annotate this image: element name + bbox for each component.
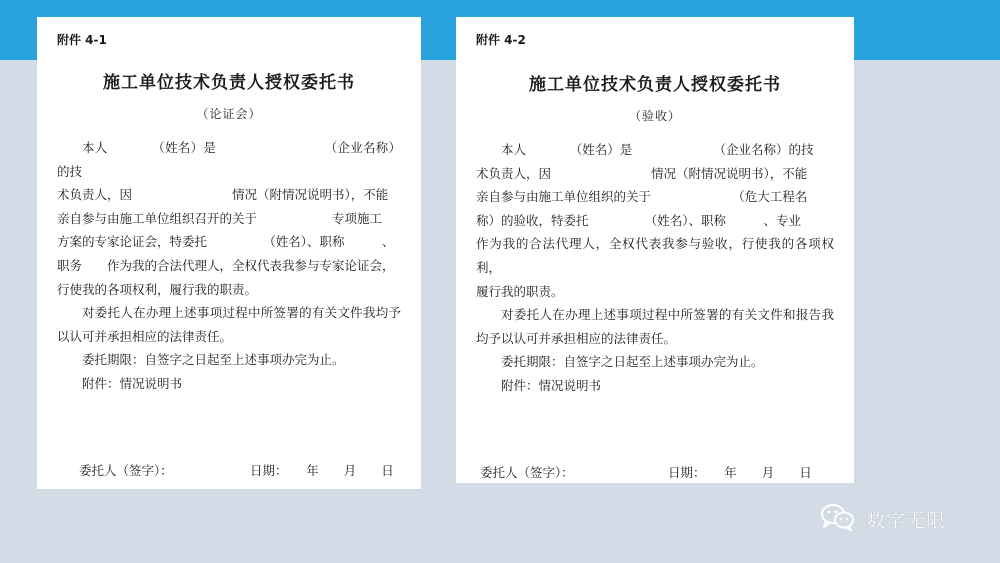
period-paragraph: 委托期限：自签字之日起至上述事项办完为止。 [501,354,764,370]
body-line: 履行我的职责。 [476,283,564,299]
document-body [476,138,834,398]
document-title: 施工单位技术负责人授权委托书 [103,73,355,93]
signature-label: 委托人（签字）： [79,463,173,478]
body-line: 术负责人，因 情况（附情况说明书），不能 [476,165,808,181]
document-subtitle: （论证会） [196,107,262,121]
date-label: 日期： 年 月 日 [668,465,812,480]
signature-label: 委托人（签字）： [480,465,574,480]
attachment-number: 附件 4-2 [476,33,526,47]
watermark [820,503,946,535]
body-line: 方案的专家论证会，特委托 （姓名）、职称 、 [57,234,395,250]
document-title: 施工单位技术负责人授权委托书 [529,75,781,95]
liability-paragraph: 对委托人在办理上述事项过程中所签署的有关文件我均予以认可并承担相应的法律责任。 [57,305,401,344]
body-line: 作为我的合法代理人，全权代表我参与验收，行使我的各项权利， [476,236,834,275]
document-subtitle: （验收） [628,109,681,123]
attachment-number: 附件 4-1 [57,33,107,47]
document-body [57,136,401,396]
document-4-2 [456,17,854,483]
body-line: 行使我的各项权利，履行我的职责。 [57,281,258,297]
liability-paragraph: 对委托人在办理上述事项过程中所签署的有关文件和报告我均予以认可并承担相应的法律责任。 [476,307,834,346]
body-line: 本人 （姓名）是 （企业名称）的技 [501,142,814,157]
date-label: 日期： 年 月 日 [250,463,394,478]
body-line: 术负责人，因 情况（附情况说明书），不能 [57,187,389,203]
period-paragraph: 委托期限：自签字之日起至上述事项办完为止。 [82,352,345,368]
body-line: 本人 （姓名）是 （企业名称）的技 [57,140,401,179]
attachment-line: 附件：情况说明书 [82,375,183,391]
body-line: 职务 作为我的合法代理人，全权代表我参与专家论证会， [57,257,395,273]
body-line: 称）的验收，特委托 （姓名）、职称 、专业 [476,212,802,228]
document-4-1 [37,17,421,489]
body-line: 亲自参与由施工单位组织的关于 （危大工程名 [476,189,808,205]
body-line: 亲自参与由施工单位组织召开的关于 专项施工 [57,210,383,226]
watermark-text: 数字无限 [866,509,947,532]
attachment-line: 附件：情况说明书 [501,377,602,393]
wechat-icon [820,502,856,536]
